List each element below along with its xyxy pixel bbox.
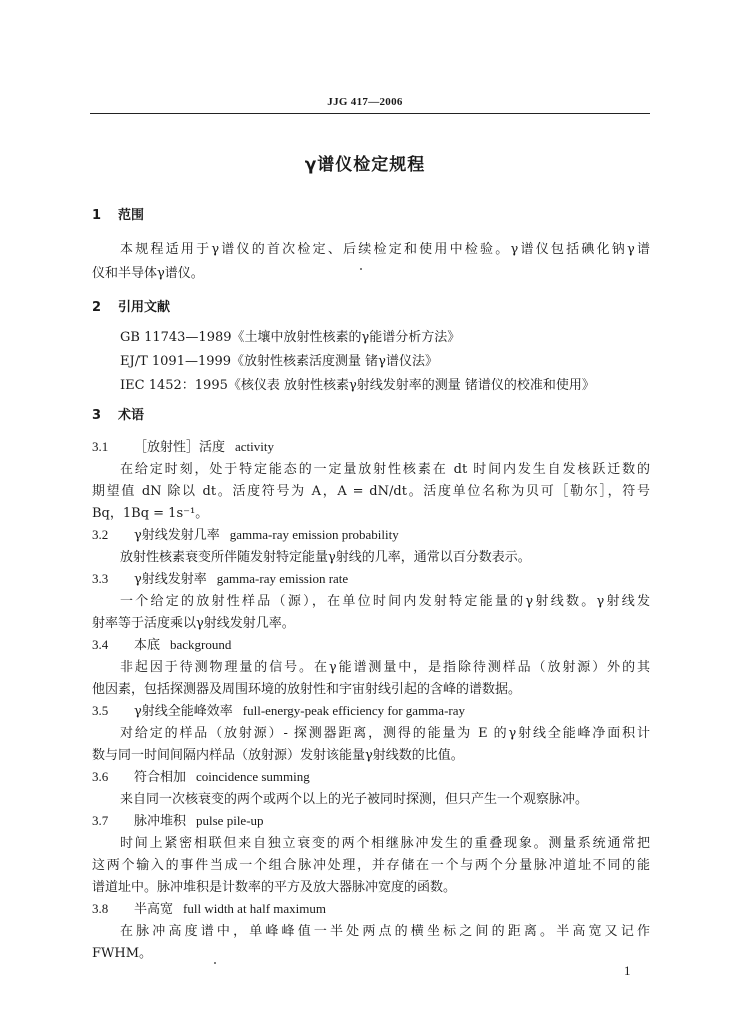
term-chinese: ［放射性］活度	[134, 440, 226, 455]
term-heading	[92, 810, 264, 829]
section-number: 3	[92, 408, 102, 423]
term-number: 3.4	[92, 637, 109, 652]
term-english: gamma-ray emission rate	[216, 571, 349, 586]
term-line: 来自同一次核衰变的两个或两个以上的光子被同时探测，但只产生一个观察脉冲。	[120, 792, 589, 807]
term-line: 这两个输入的事件当成一个组合脉冲处理，并存储在一个与两个分量脉冲道址不同的能	[92, 858, 650, 873]
term-line: FWHM。	[92, 946, 153, 961]
term-heading	[92, 524, 399, 543]
term-number: 3.5	[92, 703, 109, 718]
term-line: 数与同一时间间隔内样品（放射源）发射该能量γ射线数的比值。	[92, 748, 464, 763]
term-number: 3.7	[92, 813, 109, 828]
section-3-heading	[92, 404, 144, 423]
section-title: 引用文献	[118, 300, 171, 315]
term-chinese: 符合相加	[134, 770, 187, 785]
section-title: 术语	[118, 408, 145, 423]
term-number: 3.2	[92, 527, 109, 542]
term-line: 时间上紧密相联但来自独立衰变的两个相继脉冲发生的重叠现象。测量系统通常把	[120, 836, 650, 851]
term-chinese: 半高宽	[134, 902, 174, 917]
term-english: activity	[235, 439, 275, 454]
term-english: coincidence summing	[196, 769, 310, 784]
term-english: full width at half maximum	[183, 901, 326, 916]
scan-speck	[214, 962, 216, 964]
term-number: 3.3	[92, 571, 109, 586]
reference-item: IEC 1452：1995《核仪表 放射性核素γ射线发射率的测量 锗谱仪的校准和使用》	[120, 378, 595, 393]
section-number: 1	[92, 208, 102, 223]
section-2-heading	[92, 296, 170, 315]
term-heading	[92, 436, 274, 455]
term-english: full-energy-peak efficiency for gamma-ray	[242, 703, 465, 718]
term-heading	[92, 700, 465, 719]
term-line: 在脉冲高度谱中，单峰峰值一半处两点的横坐标之间的距离。半高宽又记作	[120, 924, 650, 939]
term-heading	[92, 766, 310, 785]
section-number: 2	[92, 300, 102, 315]
term-line: 一个给定的放射性样品（源），在单位时间内发射特定能量的γ射线数。γ射线发	[120, 594, 650, 609]
term-line: 期望值 dN 除以 dt。活度符号为 A，A = dN/dt。活度单位名称为贝可［勒尔］，符号	[92, 484, 650, 499]
term-chinese: 脉冲堆积	[134, 814, 187, 829]
term-line: 谱道址中。脉冲堆积是计数率的平方及放大器脉冲宽度的函数。	[92, 880, 457, 895]
scope-line-1: 本规程适用于γ谱仪的首次检定、后续检定和使用中检验。γ谱仪包括碘化钠γ谱	[120, 242, 650, 257]
term-heading	[92, 634, 231, 653]
term-english: gamma-ray emission probability	[229, 527, 399, 542]
term-english: pulse pile-up	[196, 813, 264, 828]
term-line: 对给定的样品（放射源）- 探测器距离，测得的能量为 E 的γ射线全能峰净面积计	[120, 726, 650, 741]
term-number: 3.6	[92, 769, 109, 784]
scope-line-2: 仪和半导体γ谱仪。	[92, 266, 204, 281]
document-title: γ谱仪检定规程	[304, 155, 426, 175]
term-line: 在给定时刻，处于特定能态的一定量放射性核素在 dt 时间内发生自发核跃迁数的	[120, 462, 650, 477]
term-chinese: γ射线发射率	[134, 572, 207, 587]
reference-item: EJ/T 1091—1999《放射性核素活度测量 锗γ谱仪法》	[120, 354, 438, 369]
term-line: 非起因于待测物理量的信号。在γ能谱测量中，是指除待测样品（放射源）外的其	[120, 660, 650, 675]
header-rule	[90, 113, 650, 114]
term-heading	[92, 568, 348, 587]
term-line: Bq，1Bq = 1s⁻¹。	[92, 506, 209, 521]
standard-code-header: JJG 417—2006	[327, 96, 403, 108]
term-line: 放射性核素衰变所伴随发射特定能量γ射线的几率，通常以百分数表示。	[120, 550, 531, 565]
term-number: 3.8	[92, 901, 109, 916]
term-chinese: 本底	[134, 638, 161, 653]
scan-speck	[360, 268, 362, 270]
term-line: 他因素，包括探测器及周围环境的放射性和宇宙射线引起的含峰的谱数据。	[92, 682, 522, 697]
term-chinese: γ射线发射几率	[134, 528, 220, 543]
term-heading	[92, 898, 326, 917]
term-english: background	[170, 637, 232, 652]
section-title: 范围	[118, 208, 145, 223]
section-1-heading	[92, 204, 144, 223]
reference-item: GB 11743—1989《土壤中放射性核素的γ能谱分析方法》	[120, 330, 461, 345]
term-line: 射率等于活度乘以γ射线发射几率。	[92, 616, 295, 631]
term-chinese: γ射线全能峰效率	[134, 704, 233, 719]
page-number: 1	[624, 963, 631, 978]
term-number: 3.1	[92, 439, 109, 454]
